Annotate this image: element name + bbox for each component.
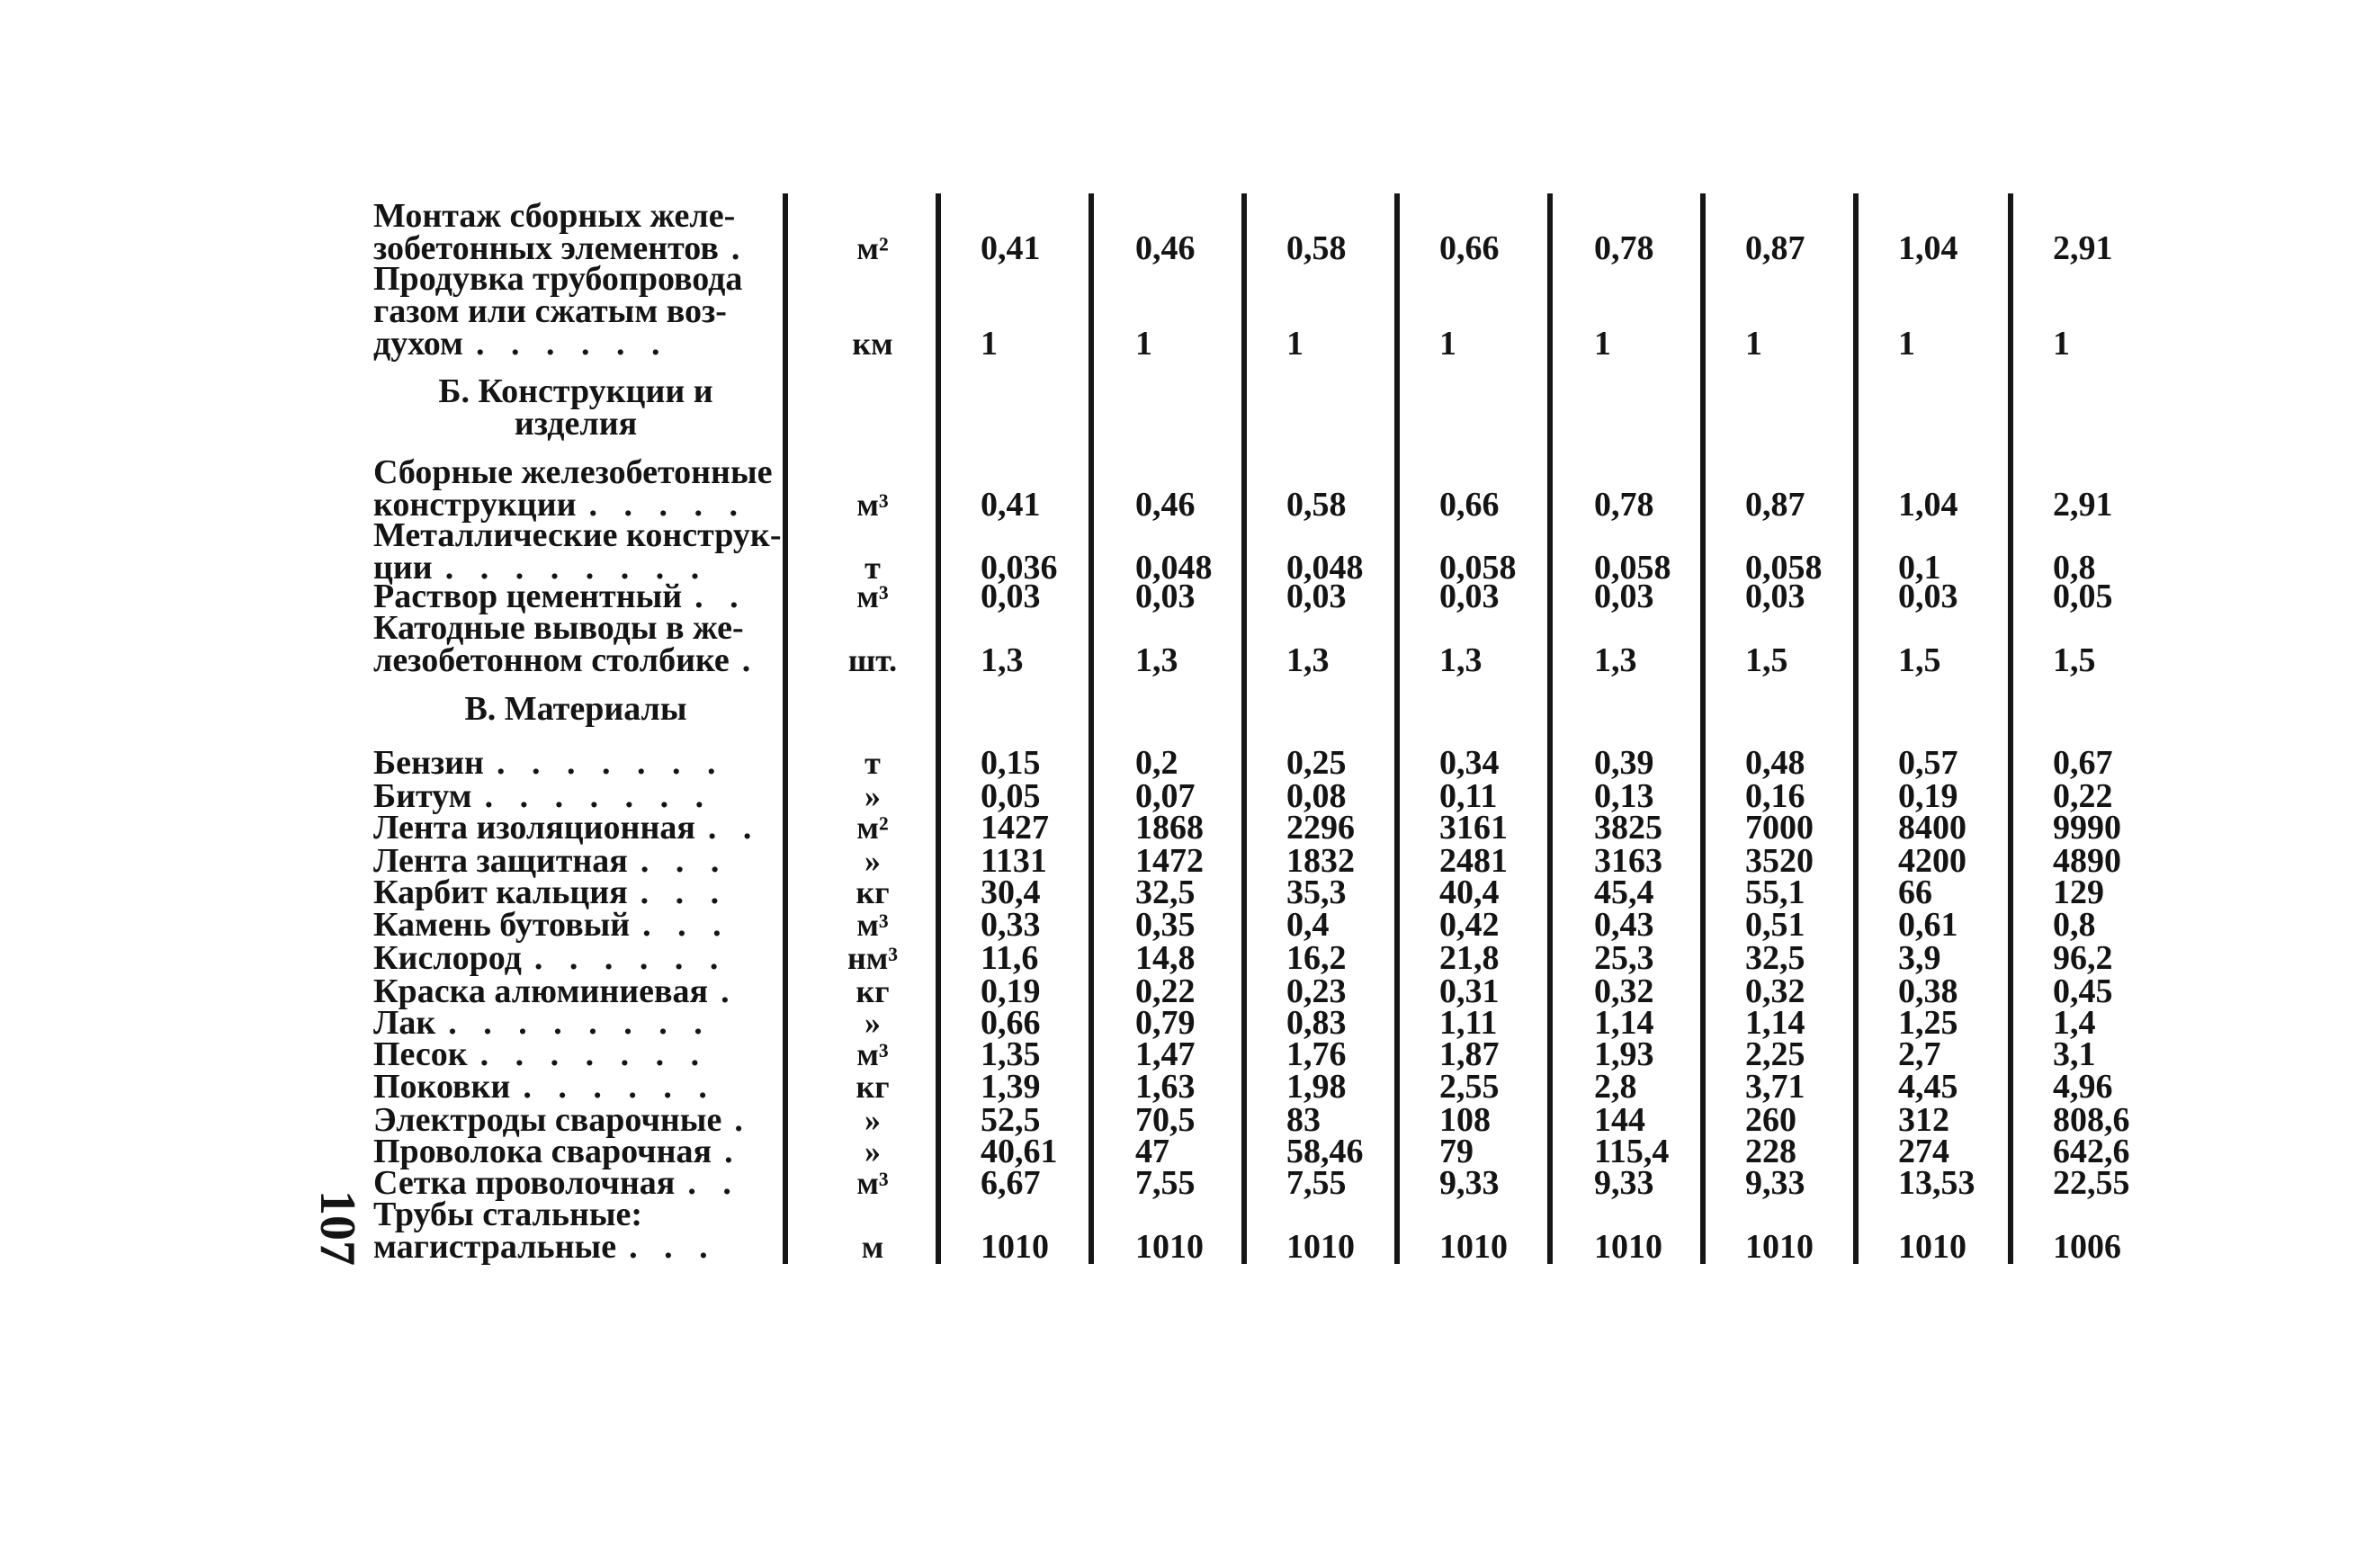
value-cell: 0,19: [1898, 777, 1958, 815]
value-cell: 70,5: [1135, 1101, 1196, 1139]
leader-dots: . . .: [642, 906, 730, 944]
value-cell: 0,058: [1745, 549, 1823, 587]
value-cell: 1,93: [1594, 1035, 1654, 1073]
row-name: Краска алюминиевая: [373, 972, 709, 1010]
value-cell: 4,96: [2053, 1068, 2113, 1106]
unit-cell: т: [864, 550, 881, 586]
value-cell: 1: [981, 325, 998, 363]
leader-dots: .: [741, 641, 760, 679]
value-cell: 0,38: [1898, 972, 1958, 1010]
leader-dots: . .: [687, 1164, 740, 1202]
value-cell: 2,7: [1898, 1035, 1941, 1073]
leader-dots: . . . . . . . .: [448, 1004, 712, 1042]
value-cell: 1,76: [1286, 1035, 1347, 1073]
value-cell: 0,33: [981, 906, 1041, 944]
value-cell: 30,4: [981, 874, 1041, 911]
column-rule: [1853, 193, 1859, 1264]
row-name: Металлические конструк-: [373, 516, 782, 554]
value-cell: 1,04: [1898, 486, 1958, 524]
value-cell: 0,41: [981, 229, 1041, 267]
leader-dots: . . . . .: [588, 486, 747, 524]
leader-dots: . . . . . .: [533, 939, 728, 977]
value-cell: 55,1: [1745, 874, 1805, 911]
value-cell: 0,66: [981, 1004, 1041, 1042]
value-cell: 45,4: [1594, 874, 1654, 911]
value-cell: 274: [1898, 1133, 1949, 1170]
row-name: газом или сжатым воз-: [373, 292, 727, 330]
value-cell: 1131: [981, 842, 1047, 880]
section-heading: Б. Конструкции и: [438, 372, 713, 410]
value-cell: 2,91: [2053, 486, 2113, 524]
row-name: магистральные: [373, 1228, 617, 1266]
value-cell: 1,3: [981, 641, 1024, 679]
value-cell: 0,61: [1898, 906, 1958, 944]
leader-dots: . . . . . .: [523, 1068, 716, 1106]
value-cell: 4200: [1898, 842, 1966, 880]
value-cell: 0,31: [1439, 972, 1500, 1010]
value-cell: 96,2: [2053, 939, 2113, 977]
value-cell: 108: [1439, 1101, 1491, 1139]
value-cell: 0,35: [1135, 906, 1196, 944]
value-cell: 0,46: [1135, 229, 1196, 267]
value-cell: 1,63: [1135, 1068, 1196, 1106]
value-cell: 808,6: [2053, 1101, 2130, 1139]
unit-cell: м³: [856, 1165, 889, 1201]
leader-dots: .: [730, 229, 749, 267]
value-cell: 0,34: [1439, 744, 1500, 782]
leader-dots: . . .: [629, 1228, 717, 1266]
value-cell: 32,5: [1745, 939, 1805, 977]
value-cell: 1: [1135, 325, 1152, 363]
leader-dots: . . . . . . .: [496, 744, 725, 782]
value-cell: 312: [1898, 1101, 1949, 1139]
row-name: Лента защитная: [373, 842, 628, 880]
value-cell: 1,47: [1135, 1035, 1196, 1073]
value-cell: 0,39: [1594, 744, 1654, 782]
unit-cell: нм³: [847, 940, 899, 976]
value-cell: 0,15: [981, 744, 1041, 782]
value-cell: 0,46: [1135, 486, 1196, 524]
value-cell: 47: [1135, 1133, 1169, 1170]
value-cell: 7000: [1745, 809, 1814, 847]
row-name: Трубы стальные:: [373, 1196, 643, 1233]
value-cell: 1,39: [981, 1068, 1041, 1106]
value-cell: 9,33: [1439, 1164, 1500, 1202]
value-cell: 7,55: [1286, 1164, 1347, 1202]
row-name: Электроды сварочные: [373, 1101, 722, 1139]
value-cell: 6,67: [981, 1164, 1041, 1202]
unit-cell: »: [864, 1005, 881, 1041]
row-name: Песок: [373, 1035, 468, 1073]
row-name: зобетонных элементов: [373, 229, 719, 267]
value-cell: 0,83: [1286, 1004, 1347, 1042]
value-cell: 1472: [1135, 842, 1204, 880]
unit-cell: кг: [856, 973, 890, 1009]
value-cell: 1010: [1745, 1228, 1814, 1266]
unit-cell: м³: [856, 487, 889, 523]
value-cell: 1010: [1898, 1228, 1966, 1266]
value-cell: 0,22: [2053, 777, 2113, 815]
row-name: Битум: [373, 777, 472, 815]
value-cell: 115,4: [1594, 1133, 1670, 1170]
value-cell: 0,43: [1594, 906, 1654, 944]
value-cell: 1,3: [1439, 641, 1483, 679]
section-heading: В. Материалы: [464, 690, 687, 728]
leader-dots: . . . . . . .: [484, 777, 713, 815]
value-cell: 1,14: [1594, 1004, 1654, 1042]
value-cell: 1: [1745, 325, 1762, 363]
row-name: Проволока сварочная: [373, 1133, 712, 1170]
column-rule: [1088, 193, 1094, 1264]
value-cell: 0,048: [1286, 549, 1364, 587]
value-cell: 0,66: [1439, 486, 1500, 524]
value-cell: 0,32: [1594, 972, 1654, 1010]
value-cell: 260: [1745, 1101, 1796, 1139]
leader-dots: . . . . . . . .: [444, 549, 709, 587]
value-cell: 40,4: [1439, 874, 1500, 911]
column-rule: [783, 193, 788, 1264]
value-cell: 2,55: [1439, 1068, 1500, 1106]
unit-cell: м²: [856, 810, 889, 846]
value-cell: 1010: [1286, 1228, 1355, 1266]
value-cell: 4,45: [1898, 1068, 1958, 1106]
page-number: 107: [309, 1190, 365, 1266]
value-cell: 0,048: [1135, 549, 1213, 587]
row-name: Катодные выводы в же-: [373, 609, 744, 647]
unit-cell: »: [864, 1102, 881, 1138]
value-cell: 3163: [1594, 842, 1662, 880]
value-cell: 0,4: [1286, 906, 1330, 944]
value-cell: 1: [1439, 325, 1456, 363]
unit-cell: м³: [856, 907, 889, 943]
value-cell: 40,61: [981, 1133, 1058, 1170]
value-cell: 0,57: [1898, 744, 1958, 782]
section-heading: изделия: [514, 405, 638, 443]
column-rule: [1241, 193, 1247, 1264]
value-cell: 2,91: [2053, 229, 2113, 267]
value-cell: 25,3: [1594, 939, 1654, 977]
value-cell: 0,19: [981, 972, 1041, 1010]
value-cell: 13,53: [1898, 1164, 1975, 1202]
value-cell: 16,2: [1286, 939, 1347, 977]
value-cell: 0,03: [1594, 578, 1654, 615]
row-name: Продувка трубопровода: [373, 260, 743, 298]
value-cell: 0,03: [981, 578, 1041, 615]
value-cell: 144: [1594, 1101, 1645, 1139]
value-cell: 32,5: [1135, 874, 1196, 911]
value-cell: 1868: [1135, 809, 1204, 847]
unit-cell: шт.: [847, 642, 898, 678]
value-cell: 7,55: [1135, 1164, 1196, 1202]
value-cell: 1010: [981, 1228, 1049, 1266]
value-cell: 0,79: [1135, 1004, 1196, 1042]
row-name: Сетка проволочная: [373, 1164, 676, 1202]
leader-dots: .: [724, 1133, 742, 1170]
value-cell: 1: [2053, 325, 2070, 363]
unit-cell: м: [861, 1229, 884, 1265]
value-cell: 1,5: [1745, 641, 1788, 679]
value-cell: 228: [1745, 1133, 1796, 1170]
value-cell: 1,98: [1286, 1068, 1347, 1106]
value-cell: 3161: [1439, 809, 1508, 847]
value-cell: 9,33: [1594, 1164, 1654, 1202]
value-cell: 0,03: [1745, 578, 1805, 615]
value-cell: 3,71: [1745, 1068, 1805, 1106]
value-cell: 1: [1898, 325, 1915, 363]
value-cell: 1,11: [1439, 1004, 1498, 1042]
value-cell: 642,6: [2053, 1133, 2130, 1170]
value-cell: 1010: [1594, 1228, 1662, 1266]
value-cell: 0,11: [1439, 777, 1498, 815]
value-cell: 2296: [1286, 809, 1355, 847]
value-cell: 1,04: [1898, 229, 1958, 267]
value-cell: 0,05: [981, 777, 1041, 815]
value-cell: 1,35: [981, 1035, 1041, 1073]
row-name: ции: [373, 549, 433, 587]
value-cell: 3,9: [1898, 939, 1941, 977]
value-cell: 52,5: [981, 1101, 1041, 1139]
value-cell: 1,5: [2053, 641, 2096, 679]
value-cell: 0,07: [1135, 777, 1196, 815]
unit-cell: м²: [856, 230, 889, 266]
value-cell: 0,03: [1898, 578, 1958, 615]
value-cell: 0,87: [1745, 229, 1805, 267]
unit-cell: »: [864, 843, 881, 879]
value-cell: 0,13: [1594, 777, 1654, 815]
leader-dots: . . . . . .: [475, 325, 669, 363]
value-cell: 83: [1286, 1101, 1321, 1139]
value-cell: 0,58: [1286, 229, 1347, 267]
value-cell: 11,6: [981, 939, 1039, 977]
value-cell: 0,48: [1745, 744, 1805, 782]
value-cell: 129: [2053, 874, 2104, 911]
value-cell: 3520: [1745, 842, 1814, 880]
value-cell: 22,55: [2053, 1164, 2130, 1202]
value-cell: 2,25: [1745, 1035, 1805, 1073]
value-cell: 9990: [2053, 809, 2121, 847]
value-cell: 3825: [1594, 809, 1662, 847]
column-rule: [1394, 193, 1400, 1264]
value-cell: 0,51: [1745, 906, 1805, 944]
row-name: конструкции: [373, 486, 577, 524]
unit-cell: кг: [856, 1069, 890, 1105]
value-cell: 1,5: [1898, 641, 1941, 679]
value-cell: 1,3: [1135, 641, 1178, 679]
leader-dots: . . .: [640, 842, 729, 880]
value-cell: 0,03: [1286, 578, 1347, 615]
value-cell: 35,3: [1286, 874, 1347, 911]
value-cell: 0,036: [981, 549, 1058, 587]
unit-cell: т: [864, 745, 881, 781]
unit-cell: км: [852, 326, 893, 362]
value-cell: 0,78: [1594, 486, 1654, 524]
value-cell: 1,3: [1286, 641, 1330, 679]
value-cell: 0,32: [1745, 972, 1805, 1010]
unit-cell: »: [864, 778, 881, 814]
unit-cell: кг: [856, 874, 890, 910]
value-cell: 0,03: [1135, 578, 1196, 615]
leader-dots: . .: [707, 809, 761, 847]
value-cell: 79: [1439, 1133, 1474, 1170]
row-name: лезобетонном столбике: [373, 641, 730, 679]
row-name: Лак: [373, 1004, 436, 1042]
row-name: Сборные железобетонные: [373, 453, 773, 491]
value-cell: 1010: [1135, 1228, 1204, 1266]
value-cell: 2481: [1439, 842, 1508, 880]
value-cell: 9,33: [1745, 1164, 1805, 1202]
leader-dots: .: [734, 1101, 752, 1139]
row-name: Кислород: [373, 939, 522, 977]
value-cell: 0,23: [1286, 972, 1347, 1010]
row-name: Бензин: [373, 744, 484, 782]
value-cell: 8400: [1898, 809, 1966, 847]
unit-cell: м³: [856, 1036, 889, 1072]
value-cell: 0,08: [1286, 777, 1347, 815]
value-cell: 1,4: [2053, 1004, 2096, 1042]
leader-dots: . . .: [640, 874, 729, 911]
column-rule: [936, 193, 941, 1264]
value-cell: 21,8: [1439, 939, 1500, 977]
value-cell: 0,58: [1286, 486, 1347, 524]
value-cell: 1: [1286, 325, 1303, 363]
row-name: духом: [373, 325, 463, 363]
value-cell: 0,16: [1745, 777, 1805, 815]
row-name: Карбит кальция: [373, 874, 628, 911]
value-cell: 0,1: [1898, 549, 1941, 587]
value-cell: 4890: [2053, 842, 2121, 880]
column-rule: [1547, 193, 1553, 1264]
unit-cell: »: [864, 1133, 881, 1169]
row-name: Монтаж сборных желе-: [373, 197, 736, 235]
value-cell: 58,46: [1286, 1133, 1364, 1170]
value-cell: 3,1: [2053, 1035, 2096, 1073]
value-cell: 0,66: [1439, 229, 1500, 267]
row-name: Камень бутовый: [373, 906, 631, 944]
value-cell: 66: [1898, 874, 1932, 911]
value-cell: 14,8: [1135, 939, 1196, 977]
value-cell: 1,87: [1439, 1035, 1500, 1073]
value-cell: 2,8: [1594, 1068, 1637, 1106]
value-cell: 0,8: [2053, 549, 2096, 587]
value-cell: 1006: [2053, 1228, 2121, 1266]
value-cell: 0,2: [1135, 744, 1178, 782]
value-cell: 0,78: [1594, 229, 1654, 267]
row-name: Раствор цементный: [373, 578, 683, 615]
row-name: Лента изоляционная: [373, 809, 695, 847]
value-cell: 0,058: [1594, 549, 1671, 587]
column-rule: [1700, 193, 1706, 1264]
value-cell: 0,41: [981, 486, 1041, 524]
unit-cell: м³: [856, 578, 889, 614]
leader-dots: . .: [694, 578, 748, 615]
value-cell: 0,8: [2053, 906, 2096, 944]
value-cell: 0,67: [2053, 744, 2113, 782]
value-cell: 1427: [981, 809, 1049, 847]
value-cell: 1: [1594, 325, 1611, 363]
value-cell: 0,03: [1439, 578, 1500, 615]
value-cell: 1010: [1439, 1228, 1508, 1266]
value-cell: 1,14: [1745, 1004, 1805, 1042]
value-cell: 0,42: [1439, 906, 1500, 944]
value-cell: 0,87: [1745, 486, 1805, 524]
value-cell: 0,45: [2053, 972, 2113, 1010]
value-cell: 0,25: [1286, 744, 1347, 782]
value-cell: 1,3: [1594, 641, 1637, 679]
leader-dots: . . . . . . .: [479, 1035, 709, 1073]
value-cell: 1,25: [1898, 1004, 1958, 1042]
value-cell: 0,22: [1135, 972, 1196, 1010]
column-rule: [2008, 193, 2013, 1264]
leader-dots: .: [721, 972, 739, 1010]
value-cell: 1832: [1286, 842, 1355, 880]
row-name: Поковки: [373, 1068, 511, 1106]
value-cell: 0,05: [2053, 578, 2113, 615]
value-cell: 0,058: [1439, 549, 1517, 587]
